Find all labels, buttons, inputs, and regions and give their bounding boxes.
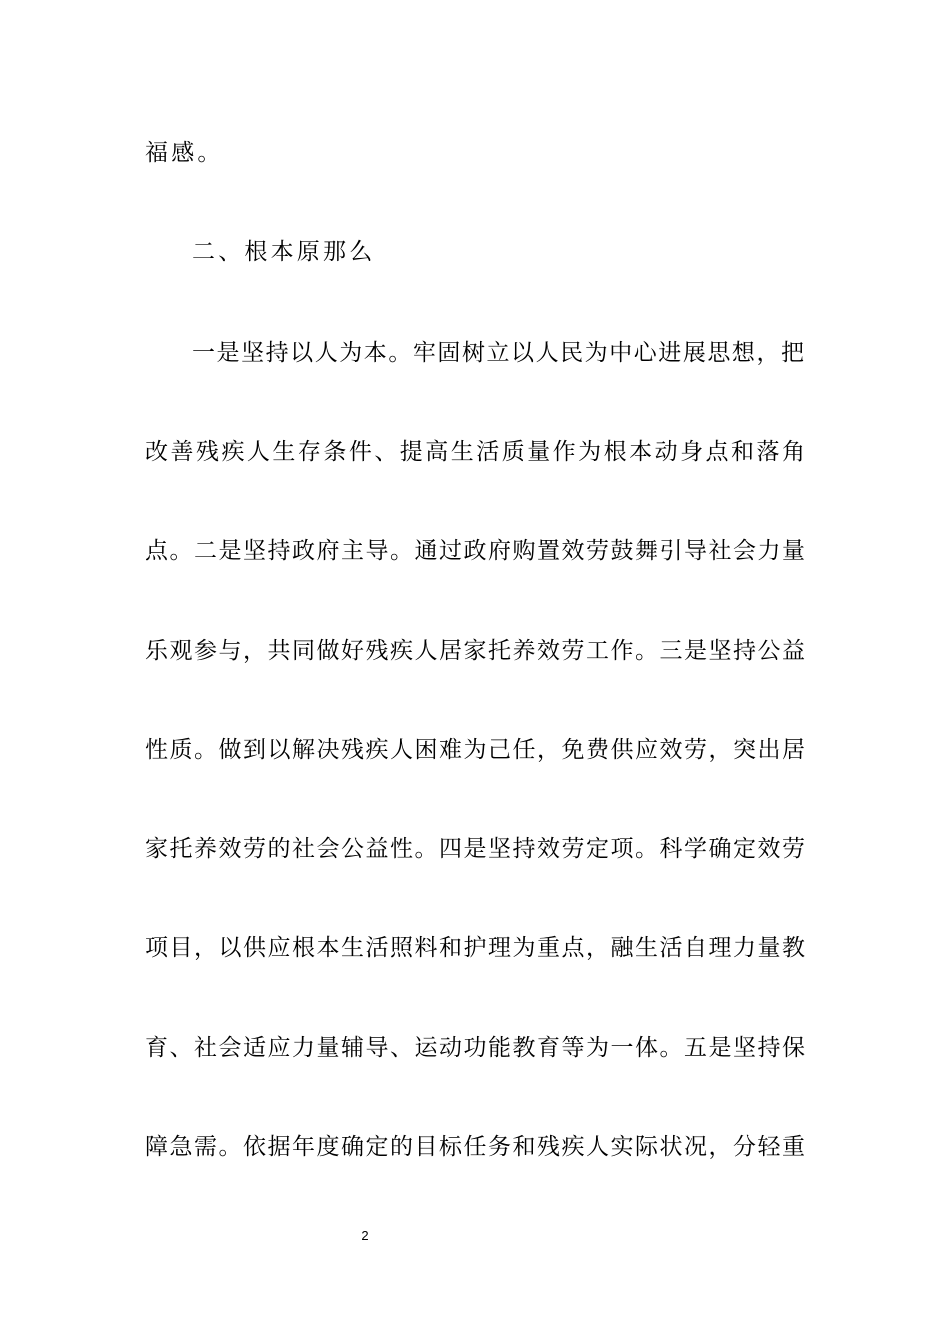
text-line-6: 乐观参与，共同做好残疾人居家托养效劳工作。三是坚持公益 xyxy=(145,638,805,664)
text-line-10: 育、社会适应力量辅导、运动功能教育等为一体。五是坚持保 xyxy=(145,1035,805,1061)
text-line-5: 点。二是坚持政府主导。通过政府购置效劳鼓舞引导社会力量 xyxy=(145,538,805,564)
text-line-1: 福感。 xyxy=(145,140,224,166)
text-line-9: 项目，以供应根本生活照料和护理为重点，融生活自理力量教 xyxy=(145,935,805,961)
text-line-8: 家托养效劳的社会公益性。四是坚持效劳定项。科学确定效劳 xyxy=(145,836,805,862)
section-heading: 二、根本原那么 xyxy=(192,239,376,265)
text-line-4: 改善残疾人生存条件、提高生活质量作为根本动身点和落角 xyxy=(145,439,805,465)
page-number: 2 xyxy=(361,1228,369,1243)
text-line-7: 性质。做到以解决残疾人困难为己任，免费供应效劳，突出居 xyxy=(145,737,805,763)
text-line-3: 一是坚持以人为本。牢固树立以人民为中心进展思想，把 xyxy=(192,340,804,366)
text-line-11: 障急需。依据年度确定的目标任务和残疾人实际状况，分轻重 xyxy=(145,1134,805,1160)
